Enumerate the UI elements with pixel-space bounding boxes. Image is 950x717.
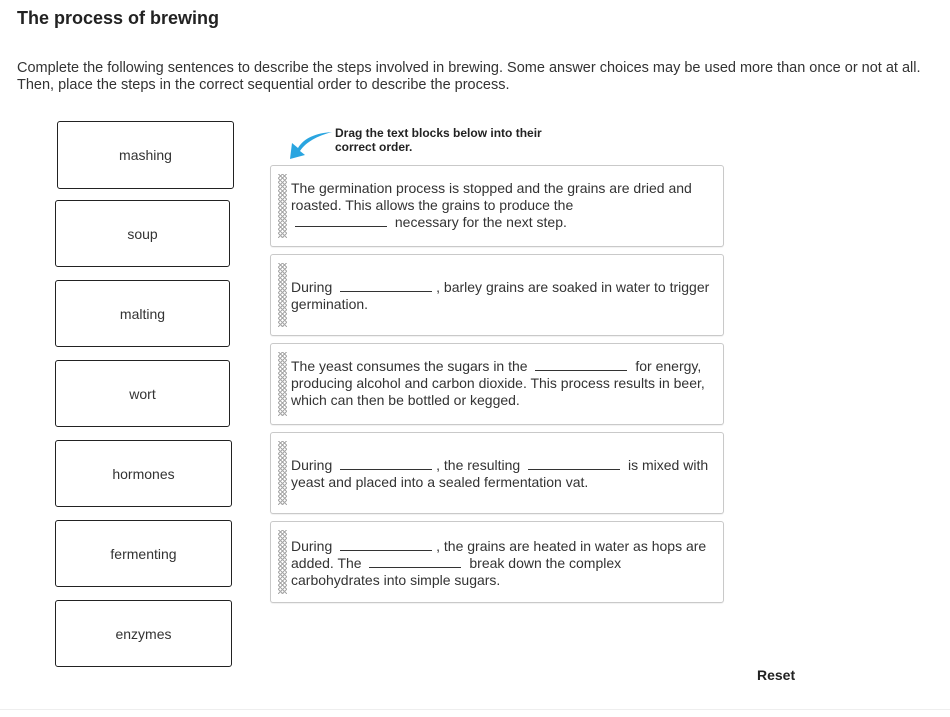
step-block-3[interactable] (270, 343, 724, 425)
divider (0, 709, 950, 710)
step-sentence: for energy, producing alcohol and carbon dioxide. This process results in beer, which can then be bottled or kegged. (291, 358, 705, 408)
drag-handle-icon[interactable] (278, 441, 287, 505)
page-title: The process of brewing (17, 8, 220, 28)
step-text (291, 279, 713, 313)
drop-blank[interactable] (369, 557, 461, 568)
step-sentence: During (291, 457, 333, 473)
drop-blank[interactable] (340, 459, 432, 470)
step-sentence: The germination process is stopped and the grains are dried and roasted. This allows the grains to produce the (291, 180, 692, 213)
step-block-4[interactable] (270, 432, 724, 514)
step-sentence: , the resulting (436, 457, 521, 473)
drop-blank[interactable] (340, 281, 432, 292)
choice-label: mashing (119, 147, 172, 163)
choice-mashing[interactable] (57, 121, 234, 189)
choice-soup[interactable] (55, 200, 230, 267)
step-sentence: During (291, 279, 333, 295)
step-text (291, 180, 713, 231)
step-sentence: , the grains are heated in water as hops are added. The (291, 538, 707, 571)
step-text (291, 358, 713, 409)
step-sentence: is mixed with yeast and placed into a sealed fermentation vat. (291, 457, 709, 490)
choice-label: enzymes (115, 625, 172, 642)
step-sentence: The yeast consumes the sugars in the (291, 358, 528, 374)
drag-handle-icon[interactable] (278, 263, 287, 327)
step-sentence: , barley grains are soaked in water to trigger germination. (291, 279, 710, 312)
reset-button[interactable]: Reset (757, 667, 796, 683)
choice-label: wort (129, 385, 156, 402)
choice-label: malting (119, 305, 166, 322)
drag-hint: Drag the text blocks below into their correct order. (335, 126, 542, 154)
drop-blank[interactable] (528, 459, 620, 470)
curved-arrow-icon (286, 128, 334, 160)
step-sentence: break down the complex carbohydrates into simple sugars. (291, 555, 622, 588)
choice-label: hormones (112, 465, 175, 482)
instructions: Complete the following sentences to describe the steps involved in brewing. Some answer choices may be used more than once or not at all. Then, place the steps in the correct sequential order to describe the process. (17, 60, 921, 93)
step-sentence: During (291, 538, 333, 554)
choice-label: fermenting (110, 545, 177, 562)
drop-blank[interactable] (295, 216, 387, 227)
drag-handle-icon[interactable] (278, 174, 287, 238)
choice-fermenting[interactable] (55, 520, 232, 587)
choice-enzymes[interactable] (55, 600, 232, 667)
choice-malting[interactable] (55, 280, 230, 347)
step-text (291, 538, 713, 589)
step-block-2[interactable] (270, 254, 724, 336)
step-block-1[interactable] (270, 165, 724, 247)
step-text (291, 457, 713, 491)
drag-handle-icon[interactable] (278, 352, 287, 416)
drop-blank[interactable] (535, 360, 627, 371)
step-block-5[interactable] (270, 521, 724, 603)
choice-hormones[interactable] (55, 440, 232, 507)
drop-blank[interactable] (340, 540, 432, 551)
choice-wort[interactable] (55, 360, 230, 427)
drag-handle-icon[interactable] (278, 530, 287, 594)
choice-label: soup (127, 225, 158, 242)
step-sentence: necessary for the next step. (394, 214, 567, 230)
